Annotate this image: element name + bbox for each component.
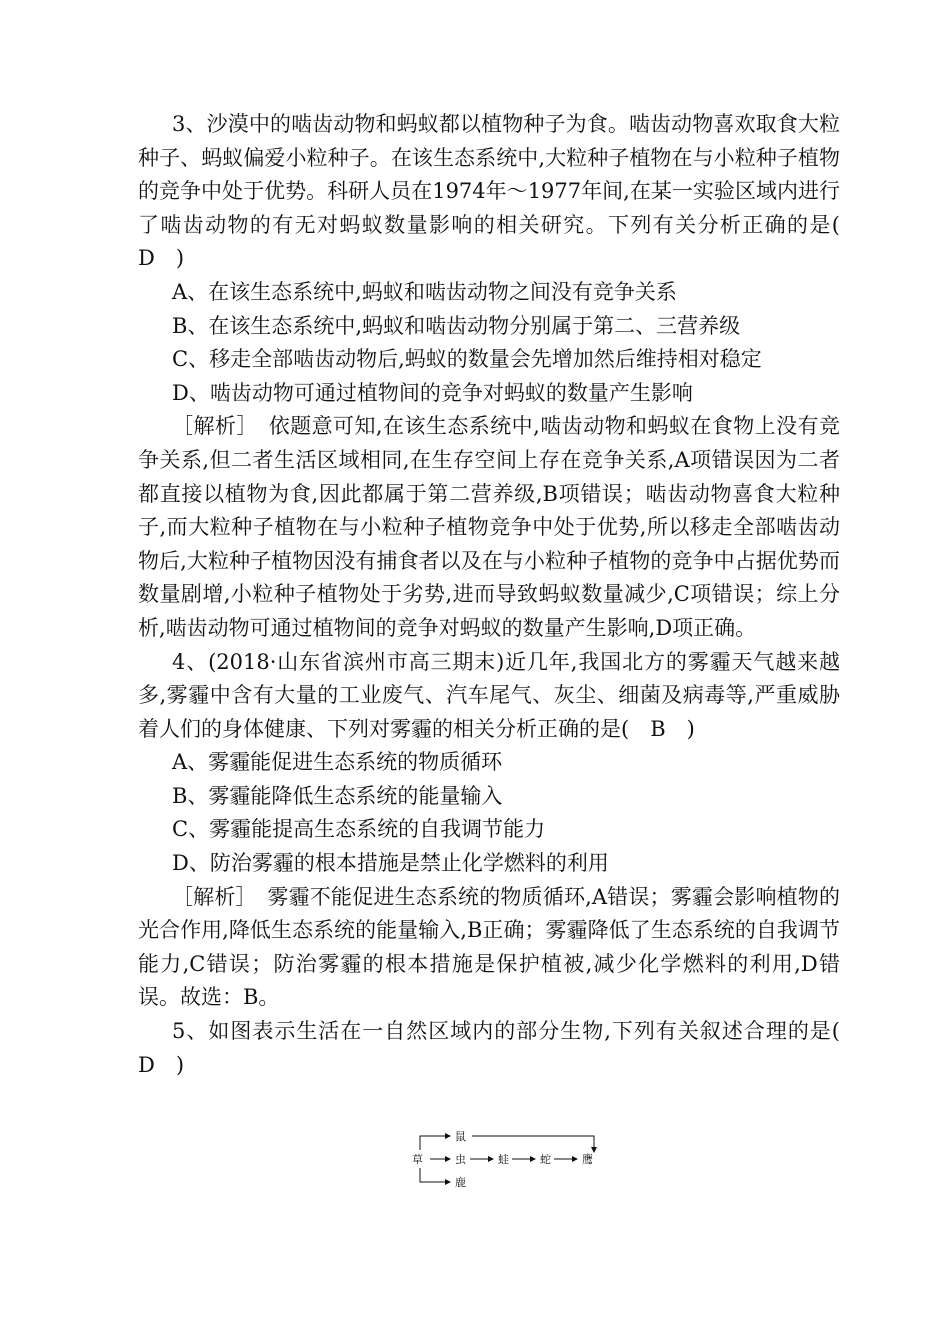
question-3-option-d: D、啮齿动物可通过植物间的竞争对蚂蚁的数量产生影响 (172, 380, 693, 405)
node-grass: 草 (412, 1153, 423, 1166)
arrow-grass-deer (420, 1168, 450, 1182)
question-4-analysis: ［解析］ 雾霾不能促进生态系统的物质循环,A错误；雾霾会影响植物的光合作用,降低生态系统的能量输入,B正确；雾霾降低了生态系统的自我调节能力,C错误；防治雾霾的根本措施是保护植被,减少化学燃料的利用,D错误。故选：B。 (138, 884, 840, 1010)
question-4-option-b: B、雾霾能降低生态系统的能量输入 (172, 783, 503, 808)
arrow-grass-rat (420, 1136, 450, 1150)
question-3-stem: 3、沙漠中的啮齿动物和蚂蚁都以植物种子为食。啮齿动物喜欢取食大粒种子、蚂蚁偏爱小粒种子。在该生态系统中,大粒种子植物在与小粒种子植物的竞争中处于优势。科研人员在1974年～1977年间,在某一实验区域内进行了啮齿动物的有无对蚂蚁数量影响的相关研究。下列有关分析正确的是( D ) (138, 112, 861, 271)
question-4-option-a: A、雾霾能促进生态系统的物质循环 (172, 750, 503, 775)
node-deer: 鹿 (455, 1176, 466, 1189)
question-4-option-d: D、防治雾霾的根本措施是禁止化学燃料的利用 (172, 851, 609, 876)
content (138, 108, 861, 1082)
question-4-stem: 4、(2018·山东省滨州市高三期末)近几年,我国北方的雾霾天气越来越多,雾霾中含有大量的工业废气、汽车尾气、灰尘、细菌及病毒等,严重威胁着人们的身体健康、下列对雾霾的相关分析正确的是( B ) (138, 649, 840, 741)
arrow-rat-eagle (472, 1136, 594, 1152)
node-rat: 鼠 (455, 1130, 466, 1143)
question-3-option-a: A、在该生态系统中,蚂蚁和啮齿动物之间没有竞争关系 (172, 279, 677, 304)
question-3-analysis: ［解析］ 依题意可知,在该生态系统中,啮齿动物和蚂蚁在食物上没有竞争关系,但二者生活区域相同,在生存空间上存在竞争关系,A项错误因为二者都直接以植物为食,因此都属于第二营养级,B项错误；啮齿动物喜食大粒种子,而大粒种子植物在与小粒种子植物竞争中处于优势,所以移走全部啮齿动物后,大粒种子植物因没有捕食者以及在与小粒种子植物的竞争中占据优势而数量剧增,小粒种子植物处于劣势,进而导致蚂蚁数量减少,C项错误；综上分析,啮齿动物可通过植物间的竞争对蚂蚁的数量产生影响,D项正确。 (138, 414, 840, 640)
question-4-option-c: C、雾霾能提高生态系统的自我调节能力 (172, 817, 546, 842)
node-insect: 虫 (455, 1153, 466, 1166)
question-3-option-c: C、移走全部啮齿动物后,蚂蚁的数量会先增加然后维持相对稳定 (172, 347, 762, 372)
question-3-option-b: B、在该生态系统中,蚂蚁和啮齿动物分别属于第二、三营养级 (172, 313, 741, 338)
node-snake: 蛇 (540, 1153, 551, 1166)
node-frog: 蛙 (498, 1153, 509, 1166)
question-5-stem: 5、如图表示生活在一自然区域内的部分生物,下列有关叙述合理的是( D ) (138, 1019, 861, 1077)
food-web-diagram (410, 1128, 600, 1192)
node-eagle: 鹰 (582, 1153, 593, 1166)
